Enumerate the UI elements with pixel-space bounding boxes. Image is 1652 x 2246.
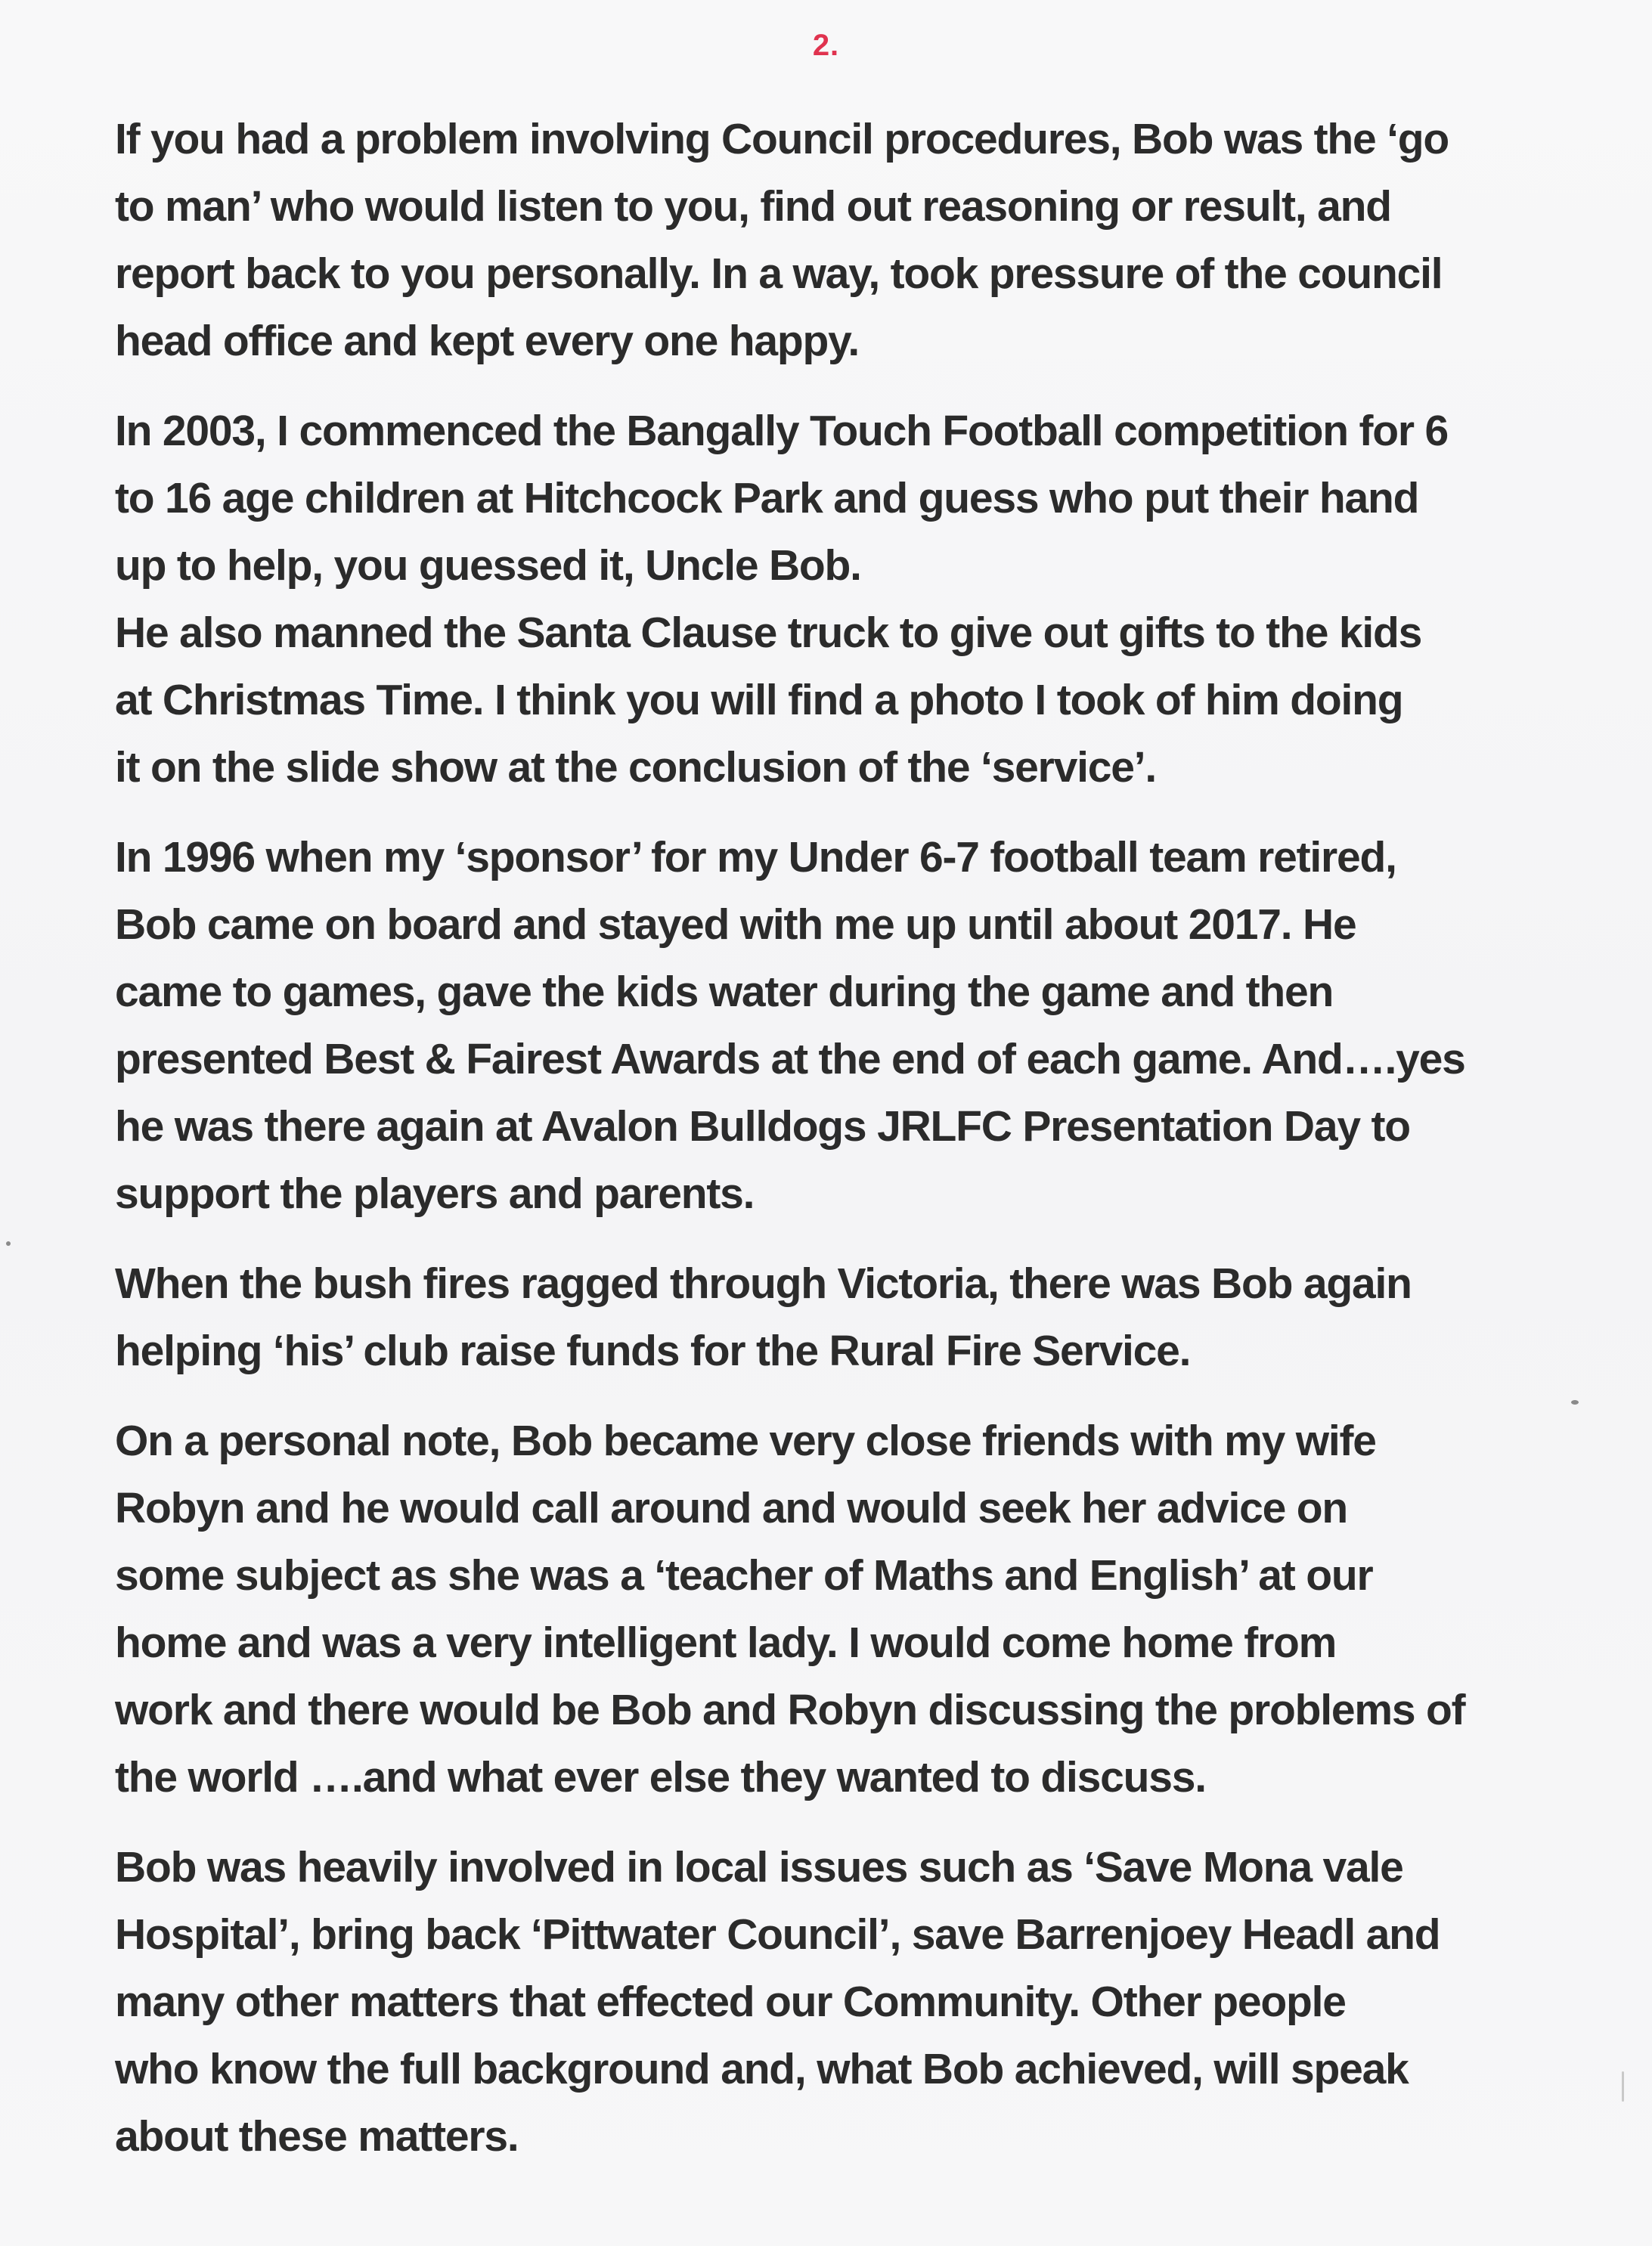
text-line: he was there again at Avalon Bulldogs JRLFC Presentation Day to — [115, 1102, 1410, 1151]
text-line: came to games, gave the kids water during the game and then — [115, 968, 1334, 1016]
text-line: presented Best & Fairest Awards at the end of each game. And….yes — [115, 1035, 1465, 1083]
text-line: He also manned the Santa Clause truck to give out gifts to the kids — [115, 609, 1422, 657]
paragraph-sponsor — [115, 824, 1574, 1228]
text-line: at Christmas Time. I think you will find a photo I took of him doing — [115, 676, 1403, 724]
text-line: to man’ who would listen to you, find out reasoning or result, and — [115, 182, 1391, 231]
text-line: work and there would be Bob and Robyn discussing the problems of — [115, 1686, 1465, 1734]
text-line: many other matters that effected our Community. Other people — [115, 1978, 1346, 2026]
scan-speck — [6, 1241, 11, 1246]
paragraph-council-procedures — [115, 106, 1574, 375]
text-line: In 2003, I commenced the Bangally Touch Football competition for 6 — [115, 407, 1449, 455]
text-line: Robyn and he would call around and would seek her advice on — [115, 1484, 1347, 1532]
paragraph-touch-football — [115, 398, 1574, 801]
scan-speck — [1622, 2071, 1624, 2102]
text-line: home and was a very intelligent lady. I would come home from — [115, 1619, 1337, 1667]
text-line: head office and kept every one happy. — [115, 317, 859, 365]
page-number: 2. — [812, 29, 840, 62]
text-line: In 1996 when my ‘sponsor’ for my Under 6-7 football team retired, — [115, 833, 1396, 881]
text-line: support the players and parents. — [115, 1169, 755, 1218]
text-line: On a personal note, Bob became very close friends with my wife — [115, 1417, 1376, 1465]
text-line: Bob was heavily involved in local issues such as ‘Save Mona vale — [115, 1843, 1403, 1891]
letter-body — [115, 106, 1574, 2193]
text-line: up to help, you guessed it, Uncle Bob. — [115, 541, 861, 590]
text-line: If you had a problem involving Council procedures, Bob was the ‘go — [115, 115, 1449, 163]
text-line: about these matters. — [115, 2112, 519, 2161]
text-line: Bob came on board and stayed with me up until about 2017. He — [115, 900, 1356, 949]
text-line: it on the slide show at the conclusion of the ‘service’. — [115, 743, 1157, 792]
text-line: to 16 age children at Hitchcock Park and guess who put their hand — [115, 474, 1419, 522]
paragraph-local-issues — [115, 1834, 1574, 2170]
text-line: Hospital’, bring back ‘Pittwater Council’, save Barrenjoey Headl and — [115, 1910, 1440, 1959]
scan-speck — [1571, 1400, 1579, 1405]
text-line: report back to you personally. In a way, took pressure of the council — [115, 249, 1443, 298]
text-line: helping ‘his’ club raise funds for the Rural Fire Service. — [115, 1327, 1191, 1375]
text-line: When the bush fires ragged through Victoria, there was Bob again — [115, 1259, 1412, 1308]
paragraph-bush-fires — [115, 1250, 1574, 1385]
text-line: the world ….and what ever else they wanted to discuss. — [115, 1753, 1206, 1801]
text-line: some subject as she was a ‘teacher of Maths and English’ at our — [115, 1551, 1373, 1600]
text-line: who know the full background and, what Bob achieved, will speak — [115, 2045, 1409, 2093]
paragraph-personal-note — [115, 1408, 1574, 1811]
